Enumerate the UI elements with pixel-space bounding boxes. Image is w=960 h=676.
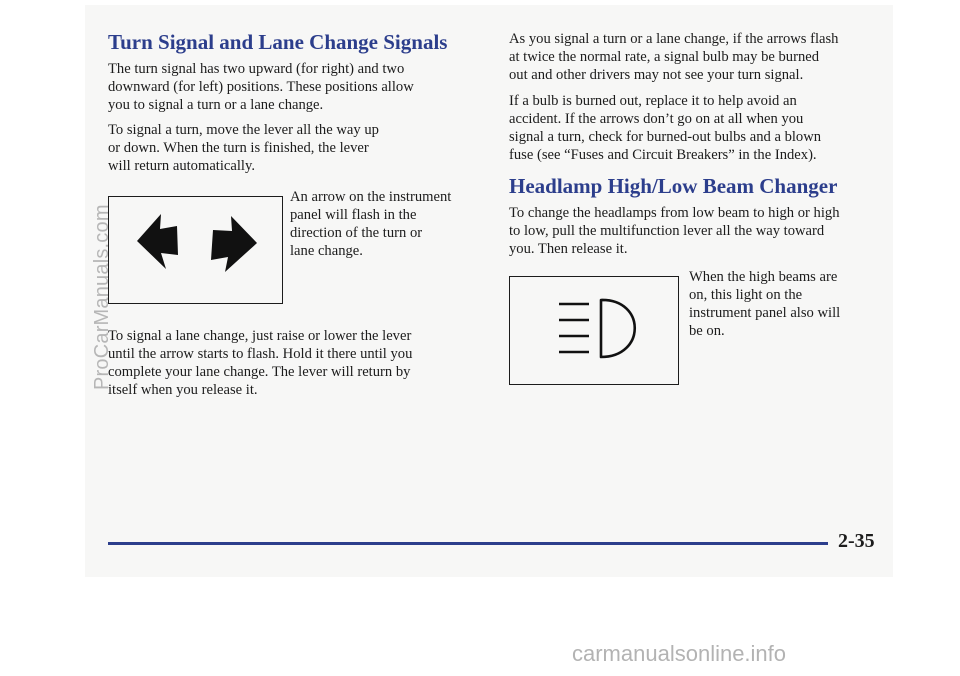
- turn-signal-arrows-icon: [109, 197, 282, 303]
- text-line: you to signal a turn or a lane change.: [108, 97, 324, 113]
- left-arrow-icon: [137, 214, 178, 269]
- text-line: As you signal a turn or a lane change, if the arrows flash: [509, 31, 839, 47]
- high-beam-caption: [689, 268, 879, 340]
- text-line: on, this light on the: [689, 287, 803, 303]
- left-paragraph-2: [108, 121, 483, 175]
- right-arrow-icon: [211, 216, 257, 272]
- turn-signal-figure: [108, 196, 283, 304]
- text-line: To signal a turn, move the lever all the way up: [108, 122, 379, 138]
- text-line: you. Then release it.: [509, 241, 628, 257]
- text-line: To change the headlamps from low beam to high or high: [509, 205, 840, 221]
- right-paragraph-2: [509, 92, 884, 164]
- left-paragraph-3: [108, 327, 483, 399]
- text-line: lane change.: [290, 243, 363, 259]
- text-line: accident. If the arrows don’t go on at all when you: [509, 111, 804, 127]
- text-line: An arrow on the instrument: [290, 189, 452, 205]
- footer-rule: [108, 542, 828, 545]
- page-number: 2-35: [838, 530, 875, 552]
- text-line: direction of the turn or: [290, 225, 423, 241]
- text-line: out and other drivers may not see your turn signal.: [509, 67, 804, 83]
- left-column: [108, 30, 483, 54]
- text-line: will return automatically.: [108, 158, 255, 174]
- text-line: If a bulb is burned out, replace it to help avoid an: [509, 93, 797, 109]
- text-line: instrument panel also will: [689, 305, 841, 321]
- high-beam-figure: [509, 276, 679, 385]
- text-line: signal a turn, check for burned-out bulbs and a blown: [509, 129, 822, 145]
- left-paragraph-1: [108, 60, 483, 114]
- text-line: to low, pull the multifunction lever all the way toward: [509, 223, 825, 239]
- text-line: panel will flash in the: [290, 207, 417, 223]
- right-paragraph-3: [509, 204, 884, 258]
- text-line: When the high beams are: [689, 269, 838, 285]
- high-beam-indicator-icon: [510, 277, 678, 384]
- bottom-watermark: carmanualsonline.info: [572, 641, 787, 666]
- text-line: complete your lane change. The lever will return by: [108, 364, 411, 380]
- text-line: itself when you release it.: [108, 382, 258, 398]
- text-line: at twice the normal rate, a signal bulb may be burned: [509, 49, 820, 65]
- heading-headlamp-beam: Headlamp High/Low Beam Changer: [509, 174, 838, 198]
- right-heading-block: [509, 174, 884, 198]
- text-line: be on.: [689, 323, 725, 339]
- text-line: fuse (see “Fuses and Circuit Breakers” in the Index).: [509, 147, 817, 163]
- text-line: until the arrow starts to flash. Hold it there until you: [108, 346, 413, 362]
- heading-turn-signal: Turn Signal and Lane Change Signals: [108, 30, 448, 54]
- text-line: downward (for left) positions. These positions allow: [108, 79, 414, 95]
- right-paragraph-1: [509, 30, 884, 84]
- side-watermark: ProCarManuals.com: [91, 204, 113, 390]
- text-line: To signal a lane change, just raise or lower the lever: [108, 328, 412, 344]
- text-line: The turn signal has two upward (for right) and two: [108, 61, 405, 77]
- turn-signal-caption: [290, 188, 480, 260]
- text-line: or down. When the turn is finished, the lever: [108, 140, 369, 156]
